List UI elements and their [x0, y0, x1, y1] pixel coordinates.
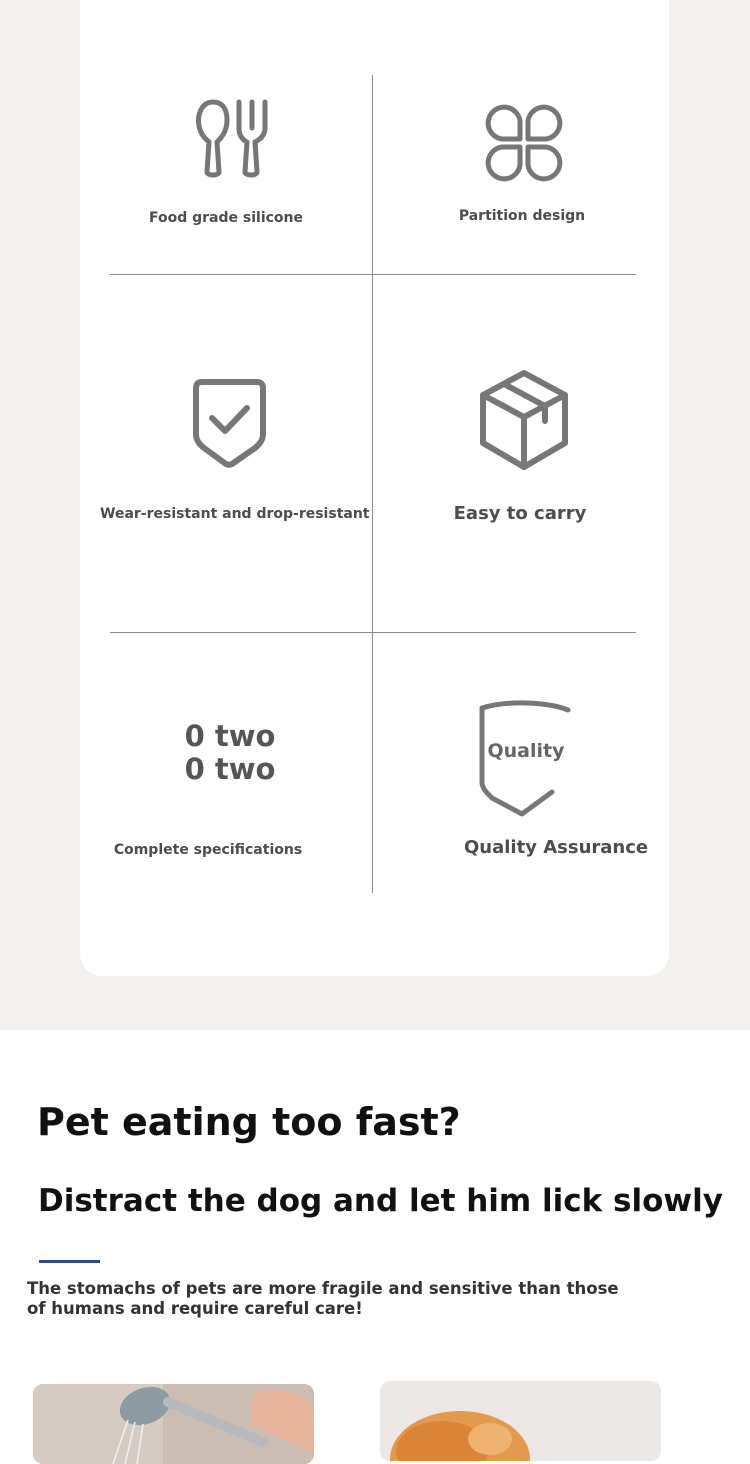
dog-illustration: [380, 1381, 661, 1461]
grid-divider-horizontal-2: [110, 632, 636, 633]
shield-check-icon: [192, 378, 267, 468]
promo-description: The stomachs of pets are more fragile and sensitive than those of humans and require careful care!: [27, 1279, 619, 1318]
spec-value-line-1: 0 two: [184, 719, 276, 753]
photo-shower-washing: [33, 1384, 314, 1464]
spec-values: [150, 720, 310, 786]
feature-easy-carry-label: Easy to carry: [453, 503, 587, 524]
grid-divider-vertical: [372, 75, 373, 893]
feature-complete-specs-label: Complete specifications: [113, 842, 303, 858]
promo-headline: Pet eating too fast?: [37, 1100, 461, 1144]
grid-divider-horizontal-1: [110, 274, 636, 275]
features-card: [80, 0, 669, 976]
accent-divider: [39, 1260, 100, 1263]
photo-pomeranian-dog: [380, 1381, 661, 1461]
feature-wear-label: Wear-resistant and drop-resistant: [100, 506, 370, 522]
feature-food-grade-label: Food grade silicone: [149, 210, 303, 226]
box-icon: [479, 369, 569, 471]
feature-quality-assurance-label: Quality Assurance: [464, 837, 649, 858]
spec-value-line-2: 0 two: [184, 752, 276, 786]
quality-badge-text: Quality: [487, 740, 565, 762]
clover-icon: [484, 103, 565, 183]
utensils-icon: [195, 98, 273, 178]
feature-partition-label: Partition design: [458, 208, 586, 224]
promo-subheadline: Distract the dog and let him lick slowly: [38, 1183, 723, 1219]
shower-head-illustration: [33, 1384, 314, 1464]
